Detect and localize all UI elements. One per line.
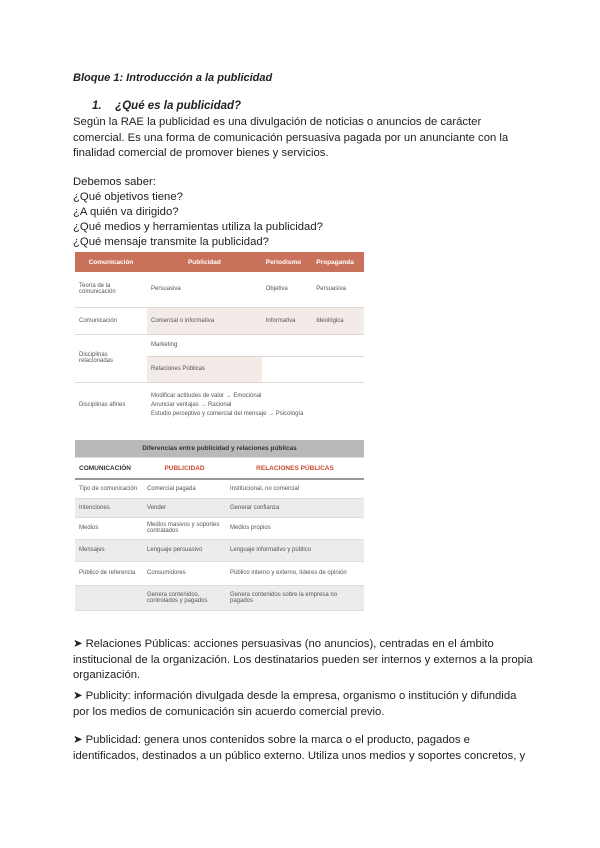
table-cell: Comercial pagada [143, 479, 226, 498]
table-row [75, 272, 364, 307]
block-title: Bloque 1: Introducción a la publicidad [73, 72, 273, 84]
table-row [75, 307, 364, 334]
table-cell: Medios propios [226, 517, 364, 539]
table-caption: Diferencias entre publicidad y relaciones públicas [75, 440, 364, 458]
table-cell: Lenguaje persuasivo [143, 539, 226, 561]
table-row [75, 517, 364, 539]
table-cell: Marketing [147, 334, 262, 356]
table-header-row [75, 458, 364, 480]
table-cell: Público de referencia [75, 561, 143, 585]
table-cell: Generar confianza [226, 498, 364, 517]
question-number: 1. [92, 100, 102, 112]
table-caption-row [75, 440, 364, 458]
table-row [75, 585, 364, 610]
table-cell: Lenguaje informativo y público [226, 539, 364, 561]
table-header: PUBLICIDAD [143, 458, 226, 480]
question-heading [92, 100, 241, 112]
bullet-item: Estudio perceptivo y comercial del mensaje → Psicología [151, 410, 304, 417]
definition-paragraph: Según la RAE la publicidad es una divulgación de noticias o anuncios de carácter comercial. Es una forma de comunicación persuasiva pagada por un anunciante con la finalidad comercial de promover bienes y servicios. [73, 116, 509, 159]
comparison-table-2 [75, 440, 364, 611]
table-row [75, 334, 364, 356]
table-cell: Comunicación [75, 307, 147, 334]
table-cell: Comercial o informativa [147, 307, 262, 334]
table-cell: Persuasiva [312, 272, 364, 307]
table-row [75, 539, 364, 561]
table-header: Comunicación [75, 252, 147, 272]
table-cell: Genera contenidos sobre la empresa no pagados [226, 585, 364, 610]
table-header: Publicidad [147, 252, 262, 272]
question-item: ¿Qué medios y herramientas utiliza la publicidad? [73, 221, 323, 233]
table-header-row [75, 252, 364, 272]
table-cell: Disciplinas relacionadas [75, 334, 147, 382]
table-cell: Persuasiva [147, 272, 262, 307]
table-row [75, 498, 364, 517]
table-cell: Tipo de comunicación [75, 479, 143, 498]
table-cell: Ideológica [312, 307, 364, 334]
table-cell: Genera contenidos, controlados y pagados [143, 585, 226, 610]
table-header: COMUNICACIÓN [75, 458, 143, 480]
table-row [75, 382, 364, 428]
table-cell: Intenciones [75, 498, 143, 517]
table-header: RELACIONES PÚBLICAS [226, 458, 364, 480]
bullet-paragraph: ➤ Relaciones Públicas: acciones persuasivas (no anuncios), centradas en el ámbito institucional de la organización. Los destinatarios pueden ser internos y externos a la propia organización. [73, 638, 533, 681]
table-cell: Consumidores [143, 561, 226, 585]
bullet-paragraph: ➤ Publicidad: genera unos contenidos sobre la marca o el producto, pagados e identificados, destinados a un público externo. Utiliza unos medios y soportes concretos, y [73, 734, 526, 762]
bullet-item: Anunciar ventajas → Racional [151, 401, 232, 408]
table-header: Periodismo [262, 252, 313, 272]
table-cell: Disciplinas afines [79, 402, 126, 409]
table-cell: Vender [143, 498, 226, 517]
table-cell: Público interno y externo, líderes de opinión [226, 561, 364, 585]
table-cell: Medios [75, 517, 143, 539]
table-cell: Objetiva [262, 272, 313, 307]
table-cell: Teoría de la comunicación [75, 272, 147, 307]
table-row [75, 561, 364, 585]
question-item: ¿Qué objetivos tiene? [73, 191, 183, 203]
table-row [75, 479, 364, 498]
table-cell: Informativa [262, 307, 313, 334]
question-title: ¿Qué es la publicidad? [115, 100, 242, 112]
table-cell: Medios masivos y soportes contratados [143, 517, 226, 539]
list-intro: Debemos saber: [73, 176, 156, 188]
question-item: ¿A quién va dirigido? [73, 206, 179, 218]
table-cell [75, 585, 143, 610]
table-header: Propaganda [312, 252, 364, 272]
comparison-table-1 [75, 252, 364, 428]
question-item: ¿Qué mensaje transmite la publicidad? [73, 236, 269, 248]
table-cell: Relaciones Públicas [147, 356, 262, 382]
bullet-cell [147, 382, 364, 428]
table-cell: Mensajes [75, 539, 143, 561]
bullet-item: Modificar actitudes de valor → Emocional [151, 392, 262, 399]
table-cell: Institucional, no comercial [226, 479, 364, 498]
bullet-paragraph: ➤ Publicity: información divulgada desde la empresa, organismo o institución y difundida por los medios de comunicación sin acuerdo comercial previo. [73, 690, 517, 718]
